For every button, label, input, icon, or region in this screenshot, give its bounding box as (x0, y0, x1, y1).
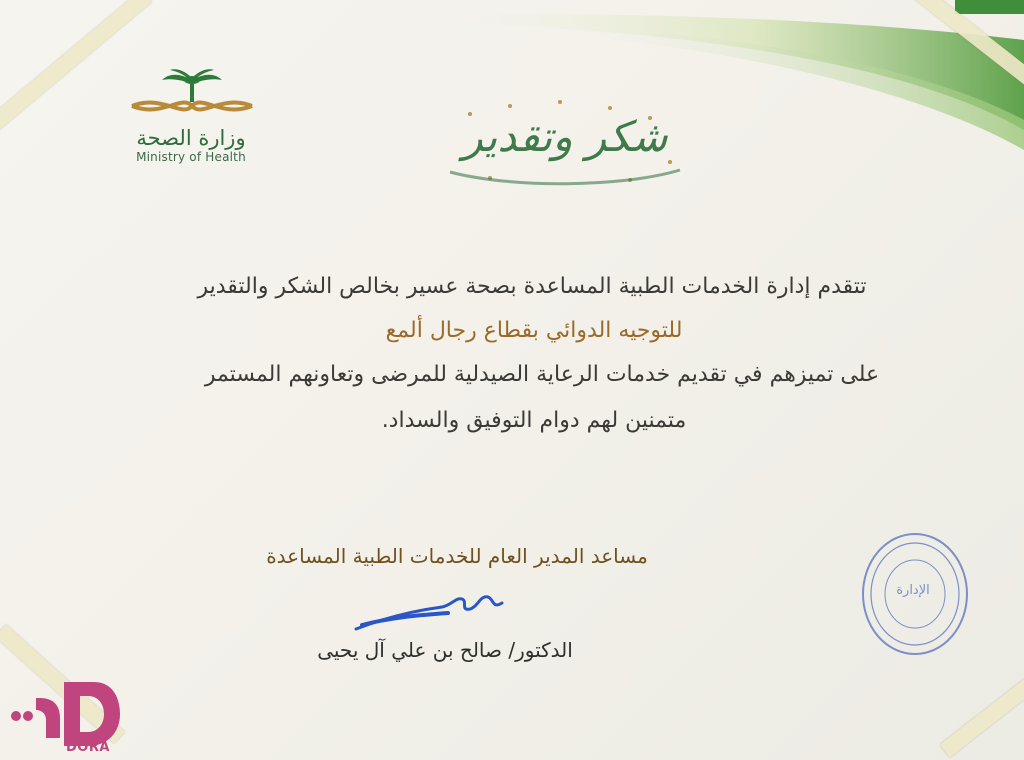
body-line-wishes: متمنين لهم دوام التوفيق والسداد. (381, 408, 687, 433)
ministry-name-arabic: وزارة الصحة (136, 126, 246, 150)
body-line-thanks: تتقدم إدارة الخدمات الطبية المساعدة بصحة عسير بخالص الشكر والتقدير (197, 274, 867, 299)
signatory-title: مساعد المدير العام للخدمات الطبية المساعدة (266, 544, 648, 568)
body-line-recipient: للتوجيه الدوائي بقطاع رجال ألمع (385, 318, 683, 343)
stamp-center-text: الإدارة (896, 583, 930, 598)
certificate-title: شكر وتقدير (462, 112, 668, 161)
handwritten-signature (352, 585, 512, 635)
dora-watermark-text: DORA (66, 740, 110, 755)
ministry-name-english: Ministry of Health (136, 150, 246, 164)
body-line-reason: على تميزهم في تقديم خدمات الرعاية الصيدلية للمرضى وتعاونهم المستمر (204, 362, 880, 387)
signatory-name: الدكتور/ صالح بن علي آل يحيى (317, 638, 573, 662)
